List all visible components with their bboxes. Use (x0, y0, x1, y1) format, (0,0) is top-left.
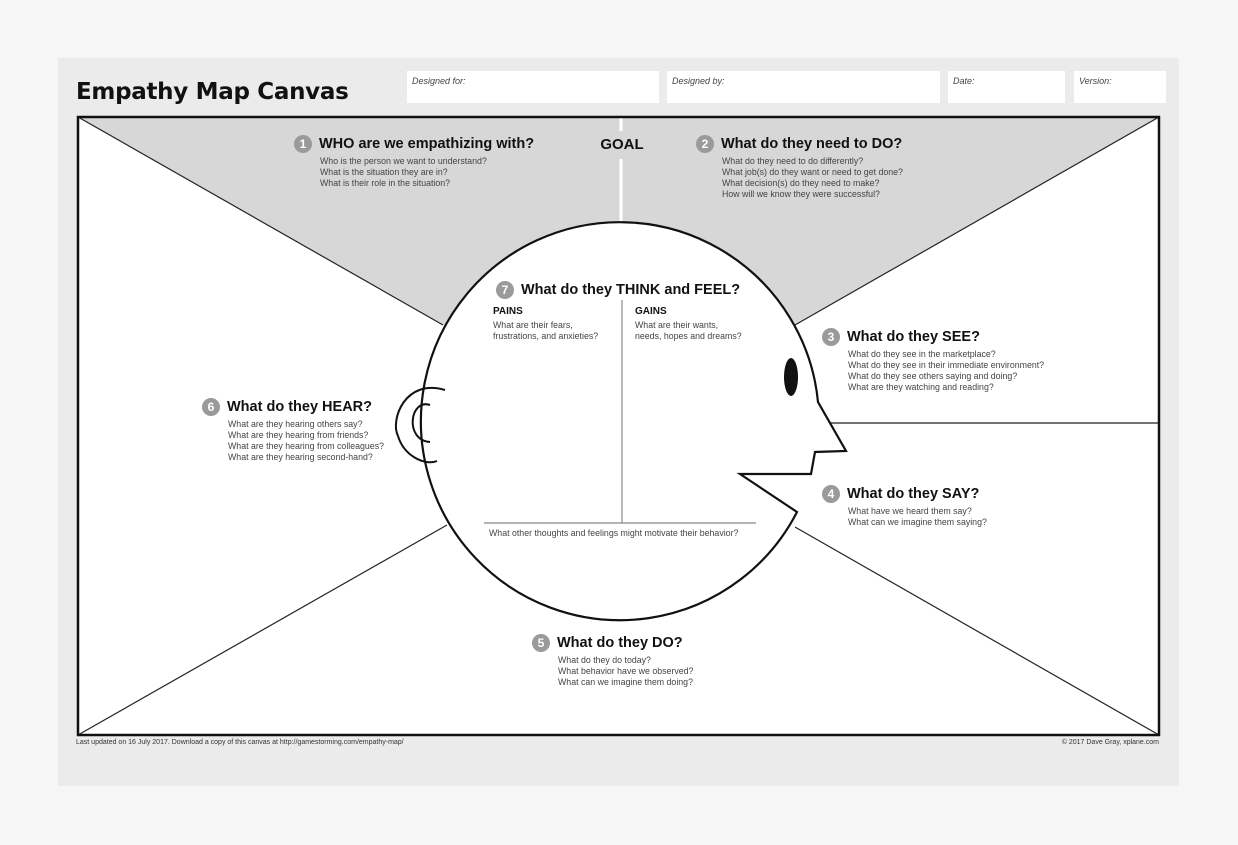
section-heading: What do they THINK and FEEL? (521, 282, 741, 298)
gains-heading: GAINS (635, 306, 667, 317)
section-do (532, 634, 693, 688)
prompt-line: Who is the person we want to understand? (320, 156, 487, 166)
section-heading: What do they SAY? (847, 486, 980, 502)
section-heading: What do they need to DO? (721, 136, 903, 152)
section-heading: WHO are we empathizing with? (319, 136, 535, 152)
prompt-line: What job(s) do they want or need to get done? (722, 167, 903, 177)
prompt-line: What can we imagine them saying? (848, 517, 987, 527)
prompt-line: What are they hearing from friends? (228, 430, 369, 440)
prompt-line: What decision(s) do they need to make? (722, 178, 880, 188)
section-do-need (696, 135, 903, 200)
prompt-line: What is the situation they are in? (320, 167, 448, 177)
section-number: 4 (822, 485, 840, 503)
section-heading: What do they DO? (557, 635, 683, 651)
section-number: 1 (294, 135, 312, 153)
motivate-prompt: What other thoughts and feelings might motivate their behavior? (489, 528, 739, 538)
prompt-line: What do they see in their immediate environment? (848, 360, 1045, 370)
section-see (822, 328, 1044, 393)
prompt-line: What have we heard them say? (848, 506, 972, 516)
prompt-line: What behavior have we observed? (558, 666, 694, 676)
section-heading: What do they HEAR? (227, 399, 372, 415)
prompt-line: frustrations, and anxieties? (493, 331, 599, 341)
designed-for-label: Designed for: (412, 76, 466, 86)
gains-block (635, 306, 742, 342)
pains-heading: PAINS (493, 306, 523, 317)
section-who (294, 135, 534, 189)
footer-copyright: © 2017 Dave Gray, xplane.com (1061, 739, 1159, 746)
prompt-line: How will we know they were successful? (722, 189, 880, 199)
eye (784, 358, 798, 396)
prompt-line: What are they watching and reading? (848, 382, 994, 392)
prompt-line: What are their wants, (635, 320, 719, 330)
section-say (822, 485, 987, 528)
version-label: Version: (1079, 76, 1112, 86)
prompt-line: What are their fears, (493, 320, 573, 330)
prompt-line: What do they see in the marketplace? (848, 349, 996, 359)
section-think-feel (496, 281, 740, 299)
goal-label: GOAL (569, 131, 675, 159)
section-number: 7 (496, 281, 514, 299)
date-label: Date: (953, 76, 975, 86)
prompt-line: What do they need to do differently? (722, 156, 864, 166)
prompt-line: What do they do today? (558, 655, 651, 665)
prompt-line: What are they hearing from colleagues? (228, 441, 384, 451)
prompt-line: What do they see others saying and doing? (848, 371, 1018, 381)
section-number: 6 (202, 398, 220, 416)
section-heading: What do they SEE? (847, 329, 980, 345)
section-number: 3 (822, 328, 840, 346)
section-number: 5 (532, 634, 550, 652)
section-hear (202, 398, 384, 463)
prompt-line: What are they hearing others say? (228, 419, 363, 429)
prompt-line: needs, hopes and dreams? (635, 331, 742, 341)
section-number: 2 (696, 135, 714, 153)
footer-update-note: Last updated on 16 July 2017. Download a copy of this canvas at http://gamestorming.com/empathy-map/ (76, 739, 404, 746)
prompt-line: What is their role in the situation? (320, 178, 451, 188)
page-title: Empathy Map Canvas (76, 79, 349, 105)
pains-block (493, 306, 598, 342)
prompt-line: What are they hearing second-hand? (228, 452, 373, 462)
prompt-line: What can we imagine them doing? (558, 677, 693, 687)
designed-by-label: Designed by: (672, 76, 725, 86)
